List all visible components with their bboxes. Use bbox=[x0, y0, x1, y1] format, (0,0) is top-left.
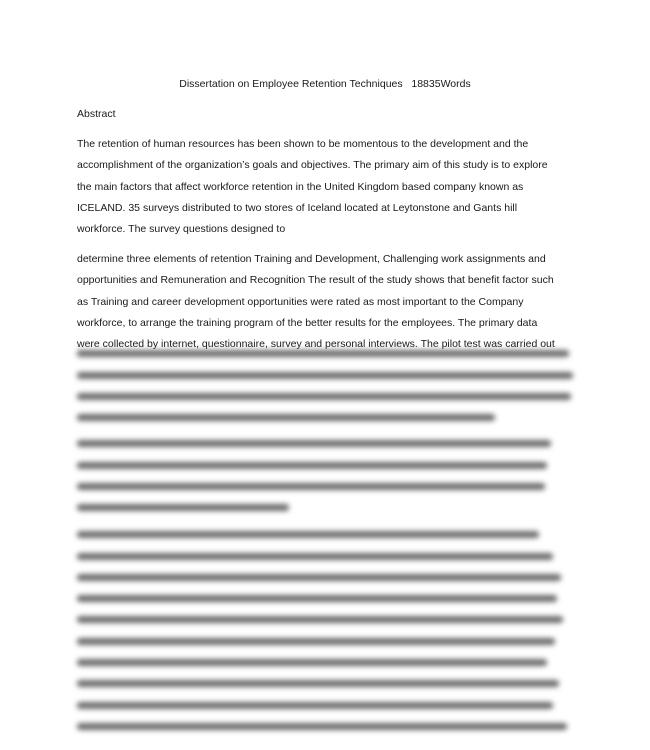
text-line: opportunities and Remuneration and Recognition The result of the study shows that benefit factor such bbox=[77, 274, 554, 287]
text-line: The retention of human resources has been shown to be momentous to the development and the bbox=[77, 138, 529, 150]
text-line: workforce. The survey questions designed to bbox=[77, 223, 286, 236]
abstract-paragraph-2 bbox=[77, 249, 577, 351]
text-line: were collected by internet, questionnaire, survey and personal interviews. The pilot test was carried out bbox=[77, 338, 555, 351]
text-line: ICELAND. 35 surveys distributed to two stores of Iceland located at Leytonstone and Gants hill bbox=[77, 201, 518, 214]
document-title: Dissertation on Employee Retention Techniques 18835Words bbox=[179, 78, 471, 90]
text-line: the main factors that affect workforce retention in the United Kingdom based company known as bbox=[77, 180, 524, 193]
text-line: workforce, to arrange the training program of the better results for the employees. The primary data bbox=[77, 316, 538, 329]
text-line: determine three elements of retention Training and Development, Challenging work assignments and bbox=[77, 253, 546, 265]
text-line: accomplishment of the organization’s goals and objectives. The primary aim of this study is to explore bbox=[77, 159, 548, 172]
abstract-heading: Abstract bbox=[77, 108, 116, 120]
blurred-text-region bbox=[0, 338, 650, 750]
blurred-paragraph bbox=[77, 521, 577, 734]
abstract-paragraph-1 bbox=[77, 134, 577, 240]
text-line: as Training and career development opportunities were rated as most important to the Company bbox=[77, 295, 524, 308]
readable-region bbox=[0, 0, 650, 351]
blurred-paragraph bbox=[77, 430, 577, 515]
blurred-paragraph bbox=[77, 340, 577, 425]
